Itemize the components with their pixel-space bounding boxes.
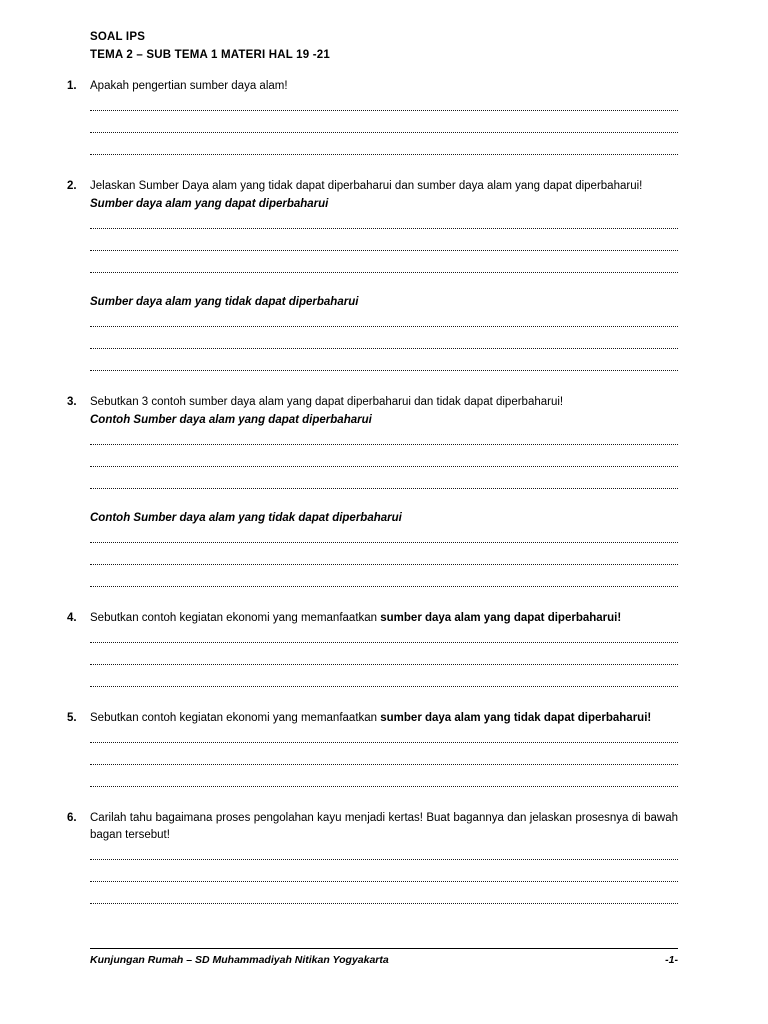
question-subheading: Contoh Sumber daya alam yang dapat diperbaharui [90,414,372,426]
question-text [90,394,678,411]
question-number: 2. [67,180,77,192]
answer-lines [90,535,678,601]
question-text [90,710,678,727]
answer-line[interactable] [90,657,678,679]
question-row [67,810,678,844]
footer-school-label: Kunjungan Rumah – SD Muhammadiyah Nitikan Yogyakarta [90,954,389,966]
question-text [90,610,678,627]
question-number: 4. [67,612,77,624]
question-text-plain: Sebutkan contoh kegiatan ekonomi yang memanfaatkan [90,712,381,724]
question-text-emphasis: sumber daya alam yang tidak dapat diperbaharui! [380,712,652,724]
footer-divider [90,948,678,949]
question-subheading: Contoh Sumber daya alam yang tidak dapat diperbaharui [90,512,402,524]
question-item [67,78,678,169]
question-text [90,78,678,95]
question-row [67,394,678,411]
question-subheading: Sumber daya alam yang tidak dapat diperbaharui [90,296,359,308]
answer-line[interactable] [90,874,678,896]
question-item [67,710,678,801]
answer-lines [90,103,678,169]
answer-line[interactable] [90,535,678,557]
answer-line[interactable] [90,735,678,757]
subheading-row [90,411,678,429]
question-text-plain: Jelaskan Sumber Daya alam yang tidak dapat diperbaharui dan sumber daya alam yang dapat diperbaharui! [90,180,643,192]
answer-line[interactable] [90,757,678,779]
question-text-plain: Sebutkan contoh kegiatan ekonomi yang memanfaatkan [90,612,381,624]
question-number: 5. [67,712,77,724]
answer-line[interactable] [90,779,678,801]
subheading-row [90,293,678,311]
question-text-plain: Sebutkan 3 contoh sumber daya alam yang dapat diperbaharui dan tidak dapat diperbaharui! [90,396,564,408]
answer-lines [90,635,678,701]
answer-line[interactable] [90,459,678,481]
answer-line[interactable] [90,679,678,701]
answer-line[interactable] [90,481,678,503]
answer-lines [90,437,678,503]
document-title: SOAL IPS [90,31,146,43]
question-text-emphasis: sumber daya alam yang dapat diperbaharui! [380,612,622,624]
answer-line[interactable] [90,147,678,169]
question-row [67,78,678,95]
answer-lines [90,735,678,801]
document-subtitle: TEMA 2 – SUB TEMA 1 MATERI HAL 19 -21 [90,49,330,61]
answer-lines [90,319,678,385]
question-number: 3. [67,396,77,408]
question-number: 6. [67,812,77,824]
document-content [67,28,678,918]
answer-line[interactable] [90,579,678,601]
question-row [67,710,678,727]
page-footer [90,948,678,966]
answer-line[interactable] [90,341,678,363]
question-text-plain: Apakah pengertian sumber daya alam! [90,80,288,92]
answer-line[interactable] [90,896,678,918]
subheading-row [90,509,678,527]
answer-line[interactable] [90,265,678,287]
answer-line[interactable] [90,221,678,243]
answer-line[interactable] [90,852,678,874]
question-text [90,178,678,195]
answer-line[interactable] [90,319,678,341]
question-item [67,178,678,385]
answer-line[interactable] [90,103,678,125]
answer-line[interactable] [90,437,678,459]
answer-lines [90,221,678,287]
question-row [67,178,678,195]
answer-line[interactable] [90,243,678,265]
question-text [90,810,678,844]
question-row [67,610,678,627]
question-number: 1. [67,80,77,92]
subheading-row [90,195,678,213]
question-item [67,610,678,701]
answer-lines [90,852,678,918]
footer-row [90,954,678,966]
question-item [67,394,678,601]
answer-line[interactable] [90,125,678,147]
question-item [67,810,678,918]
page-number: -1- [665,954,678,966]
answer-line[interactable] [90,557,678,579]
question-subheading: Sumber daya alam yang dapat diperbaharui [90,198,329,210]
question-text-plain: Carilah tahu bagaimana proses pengolahan kayu menjadi kertas! Buat bagannya dan jelaskan prosesnya di bawah bagan tersebut! [90,812,678,841]
answer-line[interactable] [90,363,678,385]
answer-line[interactable] [90,635,678,657]
document-header [90,28,678,64]
